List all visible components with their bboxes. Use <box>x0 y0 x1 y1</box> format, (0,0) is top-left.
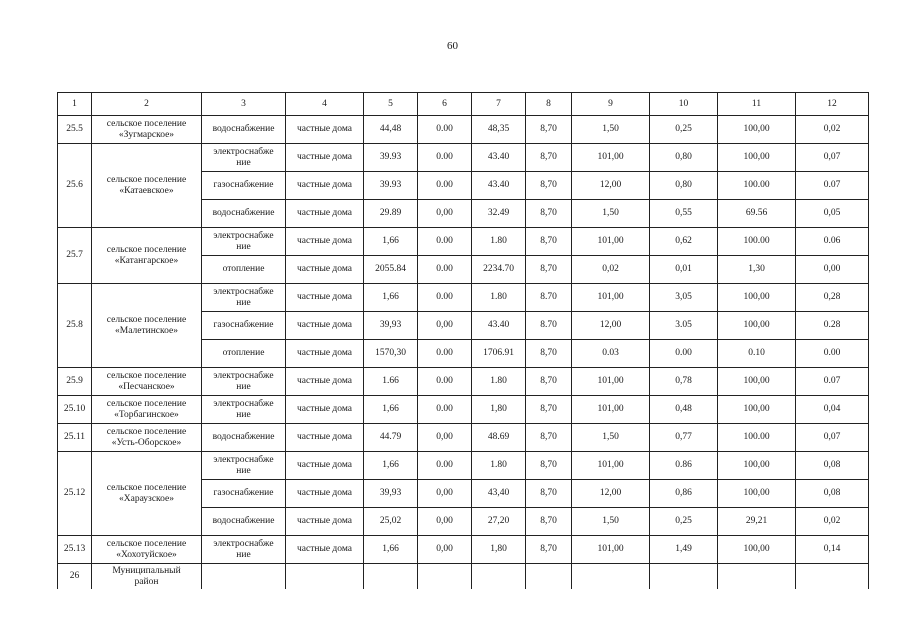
service-type: электроснабже ние <box>202 144 286 172</box>
column-header: 8 <box>526 93 572 116</box>
row-number: 25.7 <box>58 228 92 284</box>
col-11-value: 100,00 <box>718 536 796 564</box>
col-6-value: 0,00 <box>418 508 472 536</box>
col-8-value: 8,70 <box>526 340 572 368</box>
col-6-value: 0.00 <box>418 228 472 256</box>
col-8-value: 8,70 <box>526 480 572 508</box>
service-type: электроснабже ние <box>202 396 286 424</box>
col-5-value: 1,66 <box>364 228 418 256</box>
col-7-value: 48.69 <box>472 424 526 452</box>
col-5-value: 1,66 <box>364 536 418 564</box>
col-6-value: 0.00 <box>418 368 472 396</box>
building-type: частные дома <box>286 256 364 284</box>
district-name: Муниципальный район <box>92 564 202 590</box>
column-header: 9 <box>572 93 650 116</box>
col-9-value: 101,00 <box>572 284 650 312</box>
settlement-name: сельское поселение «Катангарское» <box>92 228 202 284</box>
col-10-value: 0.86 <box>650 452 718 480</box>
building-type: частные дома <box>286 200 364 228</box>
empty-cell <box>286 564 364 590</box>
column-header: 6 <box>418 93 472 116</box>
col-9-value: 1,50 <box>572 116 650 144</box>
col-7-value: 1.80 <box>472 228 526 256</box>
col-5-value: 2055.84 <box>364 256 418 284</box>
building-type: частные дома <box>286 116 364 144</box>
col-6-value: 0,00 <box>418 200 472 228</box>
col-12-value: 0,02 <box>796 508 869 536</box>
col-5-value: 44.79 <box>364 424 418 452</box>
settlement-name: сельское поселение «Торбагинское» <box>92 396 202 424</box>
col-6-value: 0.00 <box>418 172 472 200</box>
col-9-value: 12,00 <box>572 312 650 340</box>
col-11-value: 100,00 <box>718 144 796 172</box>
col-5-value: 29.89 <box>364 200 418 228</box>
col-8-value: 8,70 <box>526 200 572 228</box>
col-11-value: 0.10 <box>718 340 796 368</box>
col-12-value: 0,08 <box>796 480 869 508</box>
service-type: газоснабжение <box>202 172 286 200</box>
row-number: 25.10 <box>58 396 92 424</box>
col-7-value: 1.80 <box>472 368 526 396</box>
building-type: частные дома <box>286 396 364 424</box>
col-8-value: 8,70 <box>526 172 572 200</box>
settlement-name: сельское поселение «Хараузское» <box>92 452 202 536</box>
col-12-value: 0,08 <box>796 452 869 480</box>
col-11-value: 69.56 <box>718 200 796 228</box>
col-8-value: 8,70 <box>526 536 572 564</box>
col-6-value: 0,00 <box>418 536 472 564</box>
building-type: частные дома <box>286 536 364 564</box>
empty-cell <box>572 564 650 590</box>
building-type: частные дома <box>286 312 364 340</box>
table-row <box>58 452 869 480</box>
column-header: 3 <box>202 93 286 116</box>
col-9-value: 101,00 <box>572 536 650 564</box>
col-5-value: 1,66 <box>364 452 418 480</box>
col-8-value: 8,70 <box>526 452 572 480</box>
service-type: электроснабже ние <box>202 284 286 312</box>
header-row <box>58 93 869 116</box>
col-12-value: 0.00 <box>796 340 869 368</box>
col-9-value: 101,00 <box>572 396 650 424</box>
col-6-value: 0.00 <box>418 116 472 144</box>
service-type: отопление <box>202 340 286 368</box>
col-11-value: 100,00 <box>718 284 796 312</box>
col-7-value: 1.80 <box>472 452 526 480</box>
building-type: частные дома <box>286 172 364 200</box>
col-12-value: 0,05 <box>796 200 869 228</box>
col-9-value: 1,50 <box>572 424 650 452</box>
col-12-value: 0,04 <box>796 396 869 424</box>
col-11-value: 1,30 <box>718 256 796 284</box>
col-11-value: 29,21 <box>718 508 796 536</box>
column-header: 5 <box>364 93 418 116</box>
col-8-value: 8.70 <box>526 312 572 340</box>
service-type: водоснабжение <box>202 508 286 536</box>
settlement-name: сельское поселение «Зугмарское» <box>92 116 202 144</box>
col-10-value: 1,49 <box>650 536 718 564</box>
col-12-value: 0,07 <box>796 144 869 172</box>
col-8-value: 8.70 <box>526 284 572 312</box>
col-12-value: 0,07 <box>796 424 869 452</box>
col-10-value: 0,78 <box>650 368 718 396</box>
column-header: 12 <box>796 93 869 116</box>
settlement-name: сельское поселение «Усть-Оборское» <box>92 424 202 452</box>
col-9-value: 12,00 <box>572 480 650 508</box>
settlement-name: сельское поселение «Малетинское» <box>92 284 202 368</box>
col-10-value: 0,25 <box>650 116 718 144</box>
col-11-value: 100,00 <box>718 368 796 396</box>
col-7-value: 1706.91 <box>472 340 526 368</box>
building-type: частные дома <box>286 508 364 536</box>
empty-cell <box>718 564 796 590</box>
col-5-value: 39,93 <box>364 312 418 340</box>
col-7-value: 43.40 <box>472 144 526 172</box>
service-type: электроснабже ние <box>202 368 286 396</box>
col-9-value: 1,50 <box>572 200 650 228</box>
column-header: 4 <box>286 93 364 116</box>
col-10-value: 3,05 <box>650 284 718 312</box>
row-number: 25.11 <box>58 424 92 452</box>
empty-cell <box>796 564 869 590</box>
service-type: электроснабже ние <box>202 228 286 256</box>
building-type: частные дома <box>286 340 364 368</box>
col-11-value: 100,00 <box>718 312 796 340</box>
col-11-value: 100.00 <box>718 424 796 452</box>
col-9-value: 101,00 <box>572 452 650 480</box>
col-9-value: 101,00 <box>572 144 650 172</box>
col-11-value: 100.00 <box>718 228 796 256</box>
table-row <box>58 116 869 144</box>
column-header: 2 <box>92 93 202 116</box>
col-7-value: 1,80 <box>472 396 526 424</box>
row-number: 26 <box>58 564 92 590</box>
col-6-value: 0.00 <box>418 256 472 284</box>
service-type: электроснабже ние <box>202 452 286 480</box>
col-5-value: 39,93 <box>364 480 418 508</box>
col-7-value: 27,20 <box>472 508 526 536</box>
col-7-value: 32.49 <box>472 200 526 228</box>
tariff-table <box>57 92 869 589</box>
empty-cell <box>364 564 418 590</box>
col-11-value: 100,00 <box>718 116 796 144</box>
table-row <box>58 536 869 564</box>
col-7-value: 48,35 <box>472 116 526 144</box>
column-header: 11 <box>718 93 796 116</box>
row-number: 25.5 <box>58 116 92 144</box>
col-5-value: 1,66 <box>364 284 418 312</box>
row-number: 25.8 <box>58 284 92 368</box>
col-10-value: 0,77 <box>650 424 718 452</box>
col-5-value: 44,48 <box>364 116 418 144</box>
col-9-value: 0,02 <box>572 256 650 284</box>
settlement-name: сельское поселение «Хохотуйское» <box>92 536 202 564</box>
col-7-value: 1,80 <box>472 536 526 564</box>
building-type: частные дома <box>286 480 364 508</box>
col-9-value: 101,00 <box>572 368 650 396</box>
row-number: 25.12 <box>58 452 92 536</box>
col-8-value: 8,70 <box>526 508 572 536</box>
col-12-value: 0,28 <box>796 284 869 312</box>
building-type: частные дома <box>286 368 364 396</box>
col-8-value: 8,70 <box>526 424 572 452</box>
col-6-value: 0.00 <box>418 452 472 480</box>
col-9-value: 12,00 <box>572 172 650 200</box>
service-type: газоснабжение <box>202 480 286 508</box>
col-8-value: 8,70 <box>526 256 572 284</box>
col-7-value: 1.80 <box>472 284 526 312</box>
col-7-value: 43,40 <box>472 480 526 508</box>
col-11-value: 100.00 <box>718 172 796 200</box>
settlement-name: сельское поселение «Песчанское» <box>92 368 202 396</box>
col-7-value: 2234.70 <box>472 256 526 284</box>
building-type: частные дома <box>286 228 364 256</box>
table-row <box>58 368 869 396</box>
table-row <box>58 284 869 312</box>
service-type: отопление <box>202 256 286 284</box>
table-row <box>58 396 869 424</box>
col-10-value: 3.05 <box>650 312 718 340</box>
col-9-value: 0.03 <box>572 340 650 368</box>
empty-cell <box>472 564 526 590</box>
empty-cell <box>650 564 718 590</box>
page-number: 60 <box>447 40 458 52</box>
col-5-value: 1.66 <box>364 368 418 396</box>
col-6-value: 0.00 <box>418 144 472 172</box>
col-6-value: 0.00 <box>418 284 472 312</box>
building-type: частные дома <box>286 144 364 172</box>
col-10-value: 0,55 <box>650 200 718 228</box>
col-8-value: 8,70 <box>526 228 572 256</box>
col-6-value: 0,00 <box>418 312 472 340</box>
col-12-value: 0,02 <box>796 116 869 144</box>
col-8-value: 8,70 <box>526 396 572 424</box>
col-7-value: 43.40 <box>472 172 526 200</box>
col-8-value: 8,70 <box>526 368 572 396</box>
col-10-value: 0,48 <box>650 396 718 424</box>
empty-cell <box>526 564 572 590</box>
service-type: водоснабжение <box>202 424 286 452</box>
col-11-value: 100,00 <box>718 396 796 424</box>
col-12-value: 0,14 <box>796 536 869 564</box>
col-10-value: 0,01 <box>650 256 718 284</box>
col-10-value: 0,25 <box>650 508 718 536</box>
table-row <box>58 564 869 590</box>
building-type: частные дома <box>286 284 364 312</box>
col-12-value: 0.06 <box>796 228 869 256</box>
col-9-value: 101,00 <box>572 228 650 256</box>
col-12-value: 0,00 <box>796 256 869 284</box>
col-8-value: 8,70 <box>526 144 572 172</box>
col-11-value: 100,00 <box>718 480 796 508</box>
col-12-value: 0.28 <box>796 312 869 340</box>
service-type: водоснабжение <box>202 116 286 144</box>
col-5-value: 39.93 <box>364 172 418 200</box>
building-type: частные дома <box>286 452 364 480</box>
col-6-value: 0.00 <box>418 396 472 424</box>
empty-cell <box>418 564 472 590</box>
col-12-value: 0.07 <box>796 368 869 396</box>
col-11-value: 100,00 <box>718 452 796 480</box>
col-6-value: 0.00 <box>418 340 472 368</box>
settlement-name: сельское поселение «Катаевское» <box>92 144 202 228</box>
column-header: 1 <box>58 93 92 116</box>
empty-cell <box>202 564 286 590</box>
row-number: 25.6 <box>58 144 92 228</box>
col-6-value: 0,00 <box>418 480 472 508</box>
col-9-value: 1,50 <box>572 508 650 536</box>
col-12-value: 0.07 <box>796 172 869 200</box>
service-type: электроснабже ние <box>202 536 286 564</box>
row-number: 25.13 <box>58 536 92 564</box>
column-header: 7 <box>472 93 526 116</box>
column-header: 10 <box>650 93 718 116</box>
col-5-value: 39.93 <box>364 144 418 172</box>
col-5-value: 25,02 <box>364 508 418 536</box>
col-8-value: 8,70 <box>526 116 572 144</box>
table-row <box>58 144 869 172</box>
col-10-value: 0,62 <box>650 228 718 256</box>
building-type: частные дома <box>286 424 364 452</box>
col-5-value: 1,66 <box>364 396 418 424</box>
row-number: 25.9 <box>58 368 92 396</box>
col-5-value: 1570,30 <box>364 340 418 368</box>
table-row <box>58 424 869 452</box>
service-type: водоснабжение <box>202 200 286 228</box>
col-10-value: 0,80 <box>650 172 718 200</box>
col-7-value: 43.40 <box>472 312 526 340</box>
col-6-value: 0,00 <box>418 424 472 452</box>
col-10-value: 0,86 <box>650 480 718 508</box>
service-type: газоснабжение <box>202 312 286 340</box>
col-10-value: 0,80 <box>650 144 718 172</box>
col-10-value: 0.00 <box>650 340 718 368</box>
table-row <box>58 228 869 256</box>
